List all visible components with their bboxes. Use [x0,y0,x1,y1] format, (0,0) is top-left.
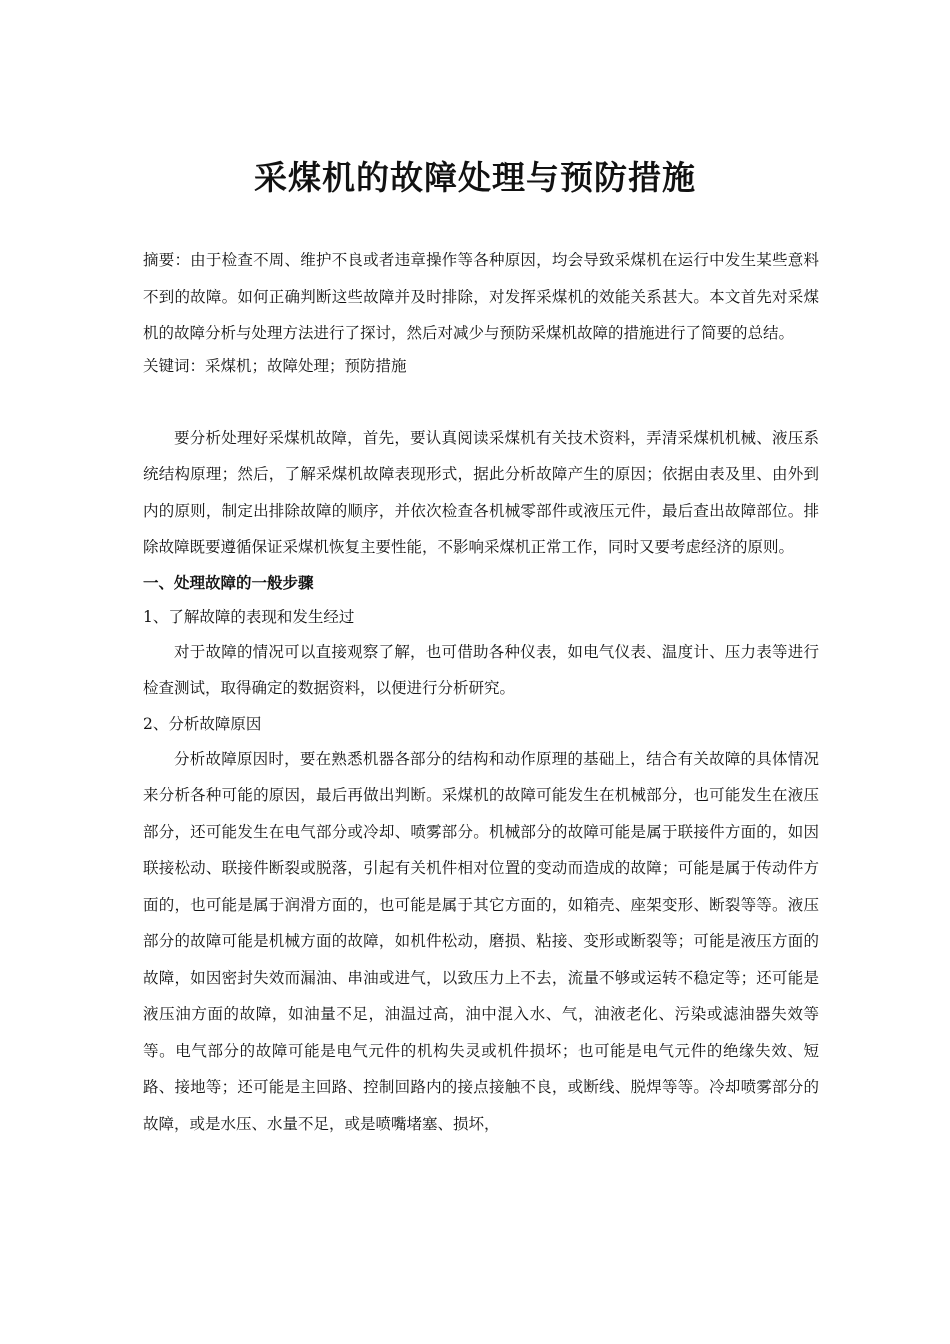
step1-heading: 1、了解故障的表现和发生经过 [143,607,355,626]
step2-heading: 2、分析故障原因 [143,714,262,733]
keywords-line: 关键词：采煤机；故障处理；预防措施 [143,356,407,375]
step1-paragraph: 对于故障的情况可以直接观察了解，也可借助各种仪表，如电气仪表、温度计、压力表等进行检查测试，取得确定的数据资料，以便进行分析研究。 [143,642,819,697]
step2-paragraph: 分析故障原因时，要在熟悉机器各部分的结构和动作原理的基础上，结合有关故障的具体情况来分析各种可能的原因，最后再做出判断。采煤机的故障可能发生在机械部分，也可能发生在液压部分，还可能发生在电气部分或冷却、喷雾部分。机械部分的故障可能是属于联接件方面的，如因联接松动、联接件断裂或脱落，引起有关机件相对位置的变动而造成的故障；可能是属于传动件方面的，也可能是属于润滑方面的，也可能是属于其它方面的，如箱壳、座架变形、断裂等等。液压部分的故障可能是机械方面的故障，如机件松动，磨损、粘接、变形或断裂等；可能是液压方面的故障，如因密封失效而漏油、串油或进气，以致压力上不去，流量不够或运转不稳定等；还可能是液压油方面的故障，如油量不足，油温过高，油中混入水、气，油液老化、污染或滤油器失效等等。电气部分的故障可能是电气元件的机构失灵或机件损坏；也可能是电气元件的绝缘失效、短路、接地等；还可能是主回路、控制回路内的接点接触不良，或断线、脱焊等等。冷却喷雾部分的故障，或是水压、水量不足，或是喷嘴堵塞、损坏， [143,749,819,1133]
document-body [143,242,819,1142]
document-title: 采煤机的故障处理与预防措施 [254,158,696,197]
abstract-paragraph: 摘要：由于检查不周、维护不良或者违章操作等各种原因，均会导致采煤机在运行中发生某些意料不到的故障。如何正确判断这些故障并及时排除，对发挥采煤机的效能关系甚大。本文首先对采煤机的故障分析与处理方法进行了探讨，然后对减少与预防采煤机故障的措施进行了简要的总结。 [143,251,819,342]
section-heading: 一、处理故障的一般步骤 [143,572,314,592]
intro-paragraph: 要分析处理好采煤机故障，首先，要认真阅读采煤机有关技术资料，弄清采煤机机械、液压系统结构原理；然后，了解采煤机故障表现形式，据此分析故障产生的原因；依据由表及里、由外到内的原则，制定出排除故障的顺序，并依次检查各机械零部件或液压元件，最后查出故障部位。排除故障既要遵循保证采煤机恢复主要性能，不影响采煤机正常工作，同时又要考虑经济的原则。 [143,428,819,556]
